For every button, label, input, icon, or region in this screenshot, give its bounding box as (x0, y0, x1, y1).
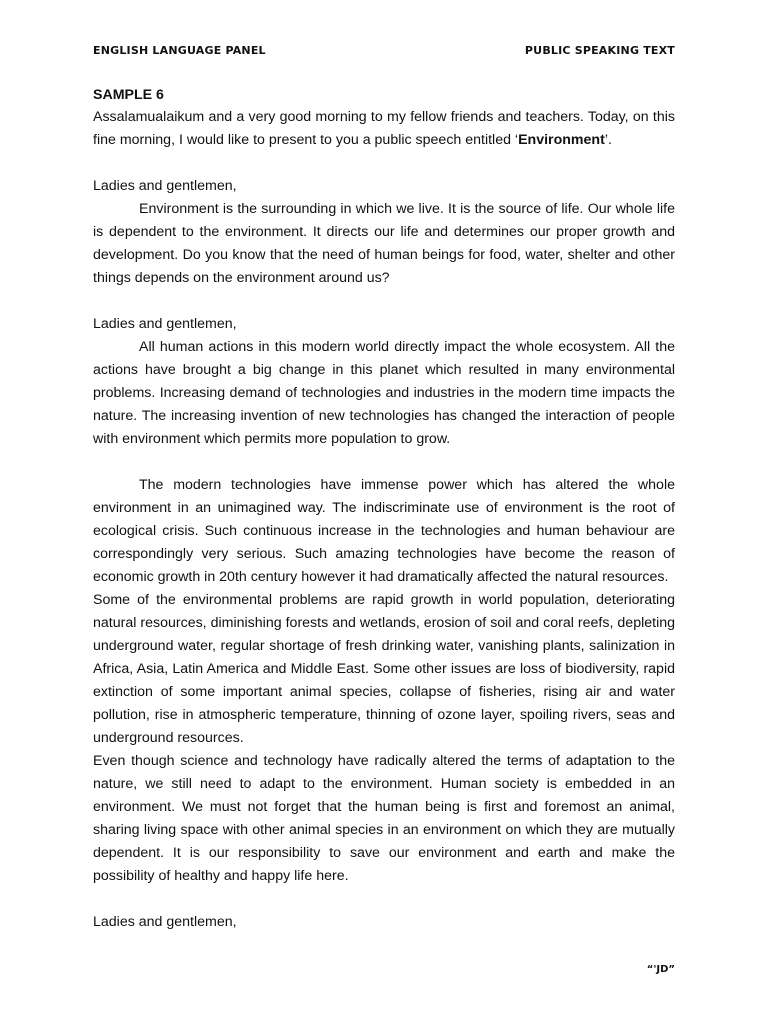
spacer (93, 451, 675, 474)
salutation-3: Ladies and gentlemen, (93, 914, 237, 930)
intro-paragraph (93, 106, 675, 152)
sample-title: SAMPLE 6 (93, 87, 164, 103)
page-footer: “'JD” (646, 964, 675, 975)
spacer (93, 152, 675, 175)
page-header (93, 44, 675, 60)
document-body (93, 84, 675, 934)
paragraph-4: Some of the environmental problems are rapid growth in world population, deteriorating natural resources, diminishing forests and wetlands, erosion of soil and coral reefs, depleting underground water, regular shortage of fresh drinking water, vanishing plants, salinization in Africa, Asia, Latin America and Middle East. Some other issues are loss of biodiversity, rapid extinction of some important animal species, collapse of fisheries, rising air and water pollution, rise in atmospheric temperature, thinning of ozone layer, spoiling rivers, seas and underground resources. (93, 592, 675, 746)
salutation-2: Ladies and gentlemen, (93, 316, 237, 332)
spacer (93, 290, 675, 313)
intro-text-before: Assalamualaikum and a very good morning to my fellow friends and teachers. Today, on this fine morning, I would like to present to you a public speech entitled ‘ (93, 109, 675, 148)
salutation-1: Ladies and gentlemen, (93, 178, 237, 194)
paragraph-2: All human actions in this modern world directly impact the whole ecosystem. All the actions have brought a big change in this planet which resulted in many environmental problems. Increasing demand of technologies and industries in the modern time impacts the nature. The increasing invention of new technologies has changed the interaction of people with environment which permits more population to grow. (93, 339, 675, 447)
spacer (93, 888, 675, 911)
intro-text-after: ’. (604, 132, 612, 148)
speech-title: Environment (518, 132, 605, 148)
paragraph-1: Environment is the surrounding in which we live. It is the source of life. Our whole life is dependent to the environment. It directs our life and determines our proper growth and development. Do you know that the need of human beings for food, water, shelter and other things depends on the environment around us? (93, 201, 675, 286)
paragraph-3: The modern technologies have immense power which has altered the whole environment in an unimagined way. The indiscriminate use of environment is the root of ecological crisis. Such continuous increase in the technologies and human behaviour are correspondingly very serious. Such amazing technologies have become the reason of economic growth in 20th century however it had dramatically affected the natural resources. (93, 477, 675, 585)
header-left-label: ENGLISH LANGUAGE PANEL (93, 44, 266, 57)
header-right-label: PUBLIC SPEAKING TEXT (524, 44, 675, 57)
paragraph-5: Even though science and technology have radically altered the terms of adaptation to the nature, we still need to adapt to the environment. Human society is embedded in an environment. We must not forget that the human being is first and foremost an animal, sharing living space with other animal species in an environment on which they are mutually dependent. It is our responsibility to save our environment and earth and make the possibility of healthy and happy life here. (93, 753, 675, 884)
